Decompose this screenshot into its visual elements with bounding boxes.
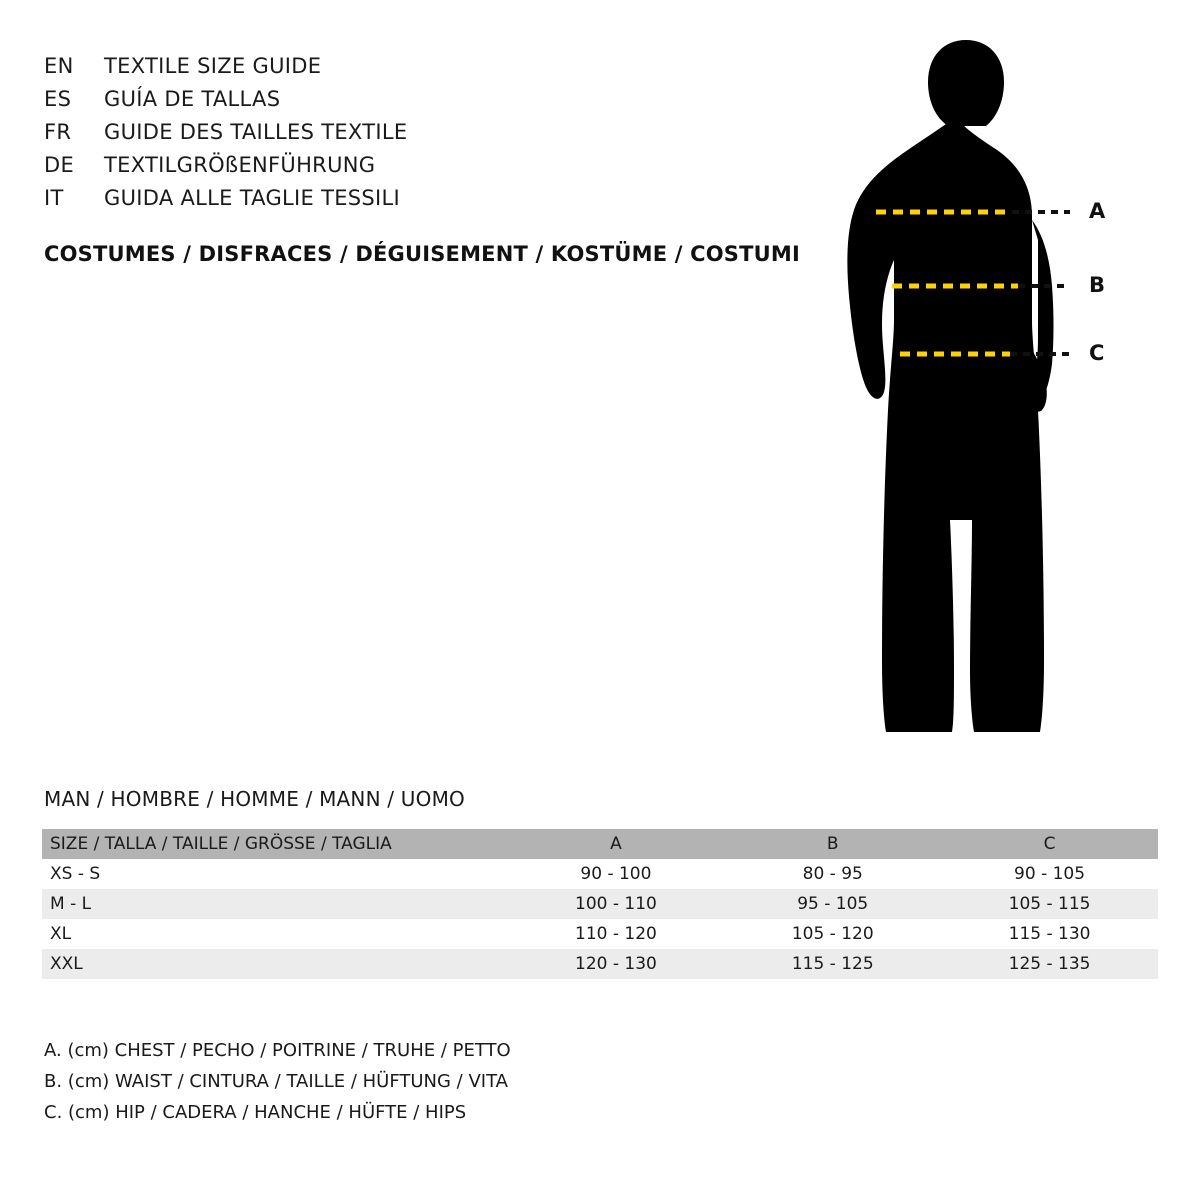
cell-b: 80 - 95 [802, 864, 863, 884]
table-header-size: SIZE / TALLA / TAILLE / GRÖSSE / TAGLIA [50, 834, 392, 854]
silhouette-svg [820, 20, 1160, 760]
marker-label-b: B [1089, 273, 1106, 297]
legend [44, 1035, 511, 1128]
title-lang-en: EN [44, 54, 74, 78]
title-lang-fr: FR [44, 120, 72, 144]
cell-size: XS - S [50, 864, 101, 884]
table-header-b: B [826, 834, 839, 854]
costumes-subtitle: COSTUMES / DISFRACES / DÉGUISEMENT / KOSTÜME / COSTUMI [44, 242, 801, 266]
cell-b: 115 - 125 [791, 954, 874, 974]
title-row-it [44, 186, 804, 219]
legend-item-c: C. (cm) HIP / CADERA / HANCHE / HÜFTE / HIPS [44, 1102, 467, 1123]
title-text-en: TEXTILE SIZE GUIDE [104, 54, 322, 78]
table-row [42, 919, 1158, 949]
table-header-c: C [1043, 834, 1056, 854]
body-figure [820, 20, 1160, 760]
marker-label-a: A [1089, 199, 1106, 223]
legend-item-a: A. (cm) CHEST / PECHO / POITRINE / TRUHE / PETTO [44, 1040, 511, 1061]
cell-a: 120 - 130 [575, 954, 657, 974]
title-text-de: TEXTILGRÖßENFÜHRUNG [104, 153, 376, 177]
cell-b: 105 - 120 [791, 924, 874, 944]
table-header-a: A [610, 834, 622, 854]
title-lang-de: DE [44, 153, 75, 177]
cell-c: 90 - 105 [1014, 864, 1086, 884]
section-label-man: MAN / HOMBRE / HOMME / MANN / UOMO [44, 787, 465, 811]
title-lang-it: IT [44, 186, 64, 210]
table-header-row [42, 829, 1158, 859]
cell-c: 105 - 115 [1008, 894, 1091, 914]
title-row-de [44, 153, 804, 186]
table-row [42, 889, 1158, 919]
title-text-es: GUÍA DE TALLAS [104, 87, 281, 111]
table-row [42, 859, 1158, 889]
cell-c: 125 - 135 [1008, 954, 1091, 974]
cell-b: 95 - 105 [797, 894, 869, 914]
title-block [44, 54, 804, 266]
title-text-fr: GUIDE DES TAILLES TEXTILE [104, 120, 408, 144]
cell-a: 100 - 110 [575, 894, 657, 914]
table-row [42, 949, 1158, 979]
cell-a: 110 - 120 [575, 924, 657, 944]
cell-c: 115 - 130 [1008, 924, 1091, 944]
cell-a: 90 - 100 [580, 864, 652, 884]
cell-size: M - L [50, 894, 92, 914]
title-row-fr [44, 120, 804, 153]
cell-size: XL [50, 924, 72, 944]
title-lang-es: ES [44, 87, 72, 111]
legend-item-b: B. (cm) WAIST / CINTURA / TAILLE / HÜFTUNG / VITA [44, 1071, 508, 1092]
title-text-it: GUIDA ALLE TAGLIE TESSILI [104, 186, 401, 210]
title-row-es [44, 87, 804, 120]
title-row-en [44, 54, 804, 87]
marker-label-c: C [1089, 341, 1105, 365]
cell-size: XXL [50, 954, 83, 974]
size-table [42, 829, 1158, 979]
